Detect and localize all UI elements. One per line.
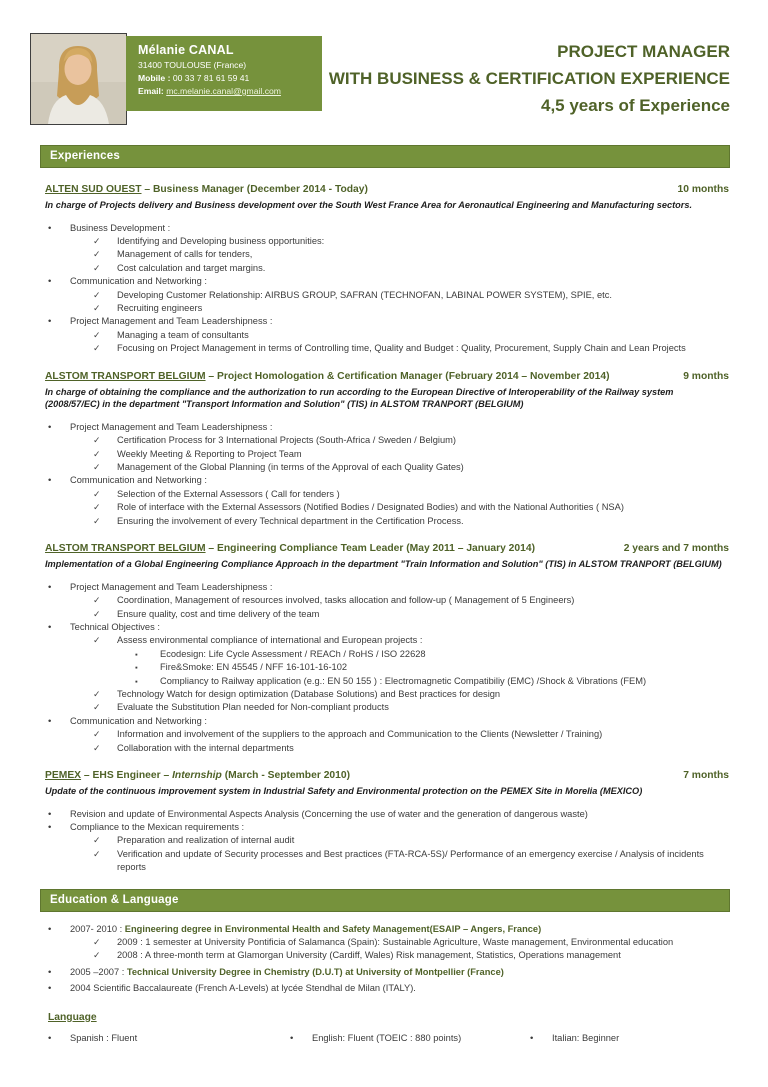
bullet-text: Ensure quality, cost and time delivery of the team (117, 608, 320, 619)
bullet-marker-icon: • (48, 821, 52, 833)
bullet-text: Revision and update of Environmental Aspects Analysis (Concerning the use of water and the generation of dangerous waste) (70, 808, 588, 819)
bullet-marker-icon: • (290, 1032, 294, 1044)
experience-bullets (45, 808, 729, 875)
bullet-marker-icon: ✓ (93, 937, 101, 947)
mobile-value: 00 33 7 81 61 59 41 (172, 73, 250, 83)
bullet-text: Project Management and Team Leadershipness : (70, 421, 273, 432)
bullet-item (45, 715, 729, 728)
bullet-marker-icon: ▪ (135, 663, 138, 673)
bullet-marker-icon: • (530, 1032, 534, 1044)
bullet-item (45, 474, 729, 487)
bullet-marker-icon: • (48, 316, 52, 328)
experience-role: – Engineering Compliance Team Leader (May 2011 – January 2014) (205, 543, 536, 555)
bullet-marker-icon: ▪ (135, 676, 138, 686)
bullet-text: Managing a team of consultants (117, 329, 249, 340)
education-section (45, 912, 729, 1045)
bullet-item (45, 608, 729, 621)
education-dates: 2005 –2007 : (70, 966, 127, 977)
job-title-block (329, 38, 730, 119)
bullet-marker-icon: • (48, 715, 52, 727)
education-dates: 2007- 2010 : (70, 923, 125, 934)
bullet-text: Weekly Meeting & Reporting to Project Team (117, 448, 302, 459)
experience-summary: In charge of obtaining the compliance and the authorization to run according to the European Directive of Interoperability of the Railway system (2008/57/EC) in the department "Transport Information and Solution" (TIS) in ALSTOM TRANPORT (BELGIUM) (45, 386, 674, 410)
bullet-text: Project Management and Team Leadershipness : (70, 316, 273, 327)
candidate-mobile (138, 73, 312, 83)
bullet-marker-icon: • (48, 421, 52, 433)
bullet-marker-icon: • (48, 923, 52, 935)
bullet-marker-icon: • (48, 983, 52, 995)
bullet-marker-icon: ✓ (93, 688, 101, 699)
bullet-item (45, 808, 729, 821)
profile-photo (30, 33, 127, 125)
experience-company: ALSTOM TRANSPORT BELGIUM (45, 370, 206, 382)
education-heading-row (45, 982, 729, 995)
bullet-item (45, 461, 729, 474)
bullet-marker-icon: • (48, 276, 52, 288)
experience-entry (45, 183, 729, 356)
bullet-marker-icon: ✓ (93, 329, 101, 340)
language-text: Spanish : Fluent (70, 1032, 138, 1043)
bullet-text: Verification and update of Security processes and Best practices (FTA-RCA-5S)/ Performance of an emergency exercise / Analysis of incidents reports (117, 848, 704, 873)
bullet-text: Business Development : (70, 222, 171, 233)
experience-role: Internship (172, 769, 222, 781)
bullet-item (45, 501, 729, 514)
bullet-item (45, 488, 729, 501)
bullet-text: Communication and Networking : (70, 475, 207, 486)
experience-bullets (45, 421, 729, 528)
bullet-text: Technology Watch for design optimization (Database Solutions) and Best practices for design (117, 688, 501, 699)
experience-list (45, 183, 729, 875)
bullet-text: Selection of the External Assessors ( Call for tenders ) (117, 488, 340, 499)
bullet-text: Certification Process for 3 International Projects (South-Africa / Sweden / Belgium) (117, 435, 456, 446)
bullet-item (45, 434, 729, 447)
bullet-marker-icon: • (48, 222, 52, 234)
bullet-item (45, 289, 729, 302)
education-degree: Technical University Degree in Chemistry (D.U.T) at University of Montpellier (France) (126, 966, 504, 977)
experience-duration: 9 months (683, 370, 729, 382)
bullet-marker-icon: • (48, 581, 52, 593)
bullet-item (45, 621, 729, 634)
bullet-marker-icon: ✓ (93, 950, 101, 961)
job-title-line-1: PROJECT MANAGER (557, 42, 730, 61)
bullet-text: Management of the Global Planning (in terms of the Approval of each Quality Gates) (117, 462, 464, 473)
bullet-marker-icon: • (48, 475, 52, 487)
bullet-marker-icon: ✓ (93, 343, 101, 354)
experience-role: (March - September 2010) (221, 769, 351, 781)
bullet-item (45, 594, 729, 607)
bullet-marker-icon: ✓ (93, 608, 101, 619)
bullet-text: Communication and Networking : (70, 715, 207, 726)
email-label: Email: (138, 86, 164, 96)
bullet-marker-icon: ✓ (93, 515, 101, 526)
experience-title (45, 769, 350, 783)
bullet-item (45, 329, 729, 342)
language-text: English: Fluent (TOEIC : 880 points) (312, 1032, 462, 1043)
education-list (45, 923, 729, 996)
bullet-marker-icon: ✓ (93, 249, 101, 260)
bullet-item (45, 848, 729, 875)
bullet-marker-icon: ✓ (93, 702, 101, 713)
experience-heading (45, 370, 729, 384)
experience-company: PEMEX (45, 769, 82, 781)
experience-title (45, 183, 368, 197)
bullet-marker-icon: ✓ (93, 848, 101, 859)
bullet-text: Evaluate the Substitution Plan needed for Non-compliant products (117, 702, 389, 713)
bullet-item (45, 448, 729, 461)
bullet-marker-icon: ✓ (93, 835, 101, 846)
bullet-marker-icon: ✓ (93, 742, 101, 753)
bullet-text: Focusing on Project Management in terms of Controlling time, Quality and Budget : Quality, Procurement, Supply Chain and Lean Projects (117, 343, 686, 354)
bullet-item (45, 949, 729, 962)
bullet-item (45, 315, 729, 328)
experience-duration: 10 months (677, 184, 729, 195)
bullet-marker-icon: ✓ (93, 303, 101, 314)
education-text (70, 966, 729, 979)
bullet-text: Coordination, Management of resources involved, tasks allocation and follow-up ( Management of 5 Engineers) (117, 595, 575, 606)
experience-role: – Project Homologation & Certification Manager (February 2014 – November 2014) (205, 370, 610, 382)
bullet-marker-icon: ✓ (93, 635, 101, 646)
resume-header (0, 0, 768, 145)
experience-role: – EHS Engineer – (81, 769, 173, 781)
bullet-text: Recruiting engineers (117, 303, 203, 314)
experience-title (45, 542, 535, 556)
bullet-text: Assess environmental compliance of international and European projects : (117, 635, 423, 646)
bullet-item (45, 634, 729, 647)
education-entry (45, 982, 729, 995)
bullet-text: Identifying and Developing business opportunities: (117, 236, 325, 246)
bullet-marker-icon: ✓ (93, 488, 101, 499)
experience-entry (45, 542, 729, 755)
bullet-marker-icon: ✓ (93, 435, 101, 446)
bullet-marker-icon: • (48, 1032, 52, 1044)
bullet-text: Fire&Smoke: EN 45545 / NFF 16-101-16-102 (160, 662, 348, 673)
candidate-name: Mélanie CANAL (138, 43, 234, 57)
languages-heading: Language (48, 1011, 97, 1023)
bullet-item (45, 222, 729, 235)
education-heading-row (45, 923, 729, 936)
bullet-text: Preparation and realization of internal audit (117, 835, 295, 846)
bullet-item (45, 302, 729, 315)
experience-heading (45, 183, 729, 197)
bullet-item (45, 834, 729, 847)
job-title-line-3: 4,5 years of Experience (540, 96, 730, 115)
experience-entry (45, 370, 729, 528)
section-header-experiences: Experiences (40, 145, 730, 168)
bullet-item (45, 235, 729, 248)
bullet-item (45, 661, 729, 674)
bullet-text: 2008 : A three-month term at Glamorgan University (Cardiff, Wales) Risk management, Statistics, Operations management (117, 950, 621, 961)
experience-bullets (45, 222, 729, 356)
bullet-text: Ecodesign: Life Cycle Assessment / REACh / RoHS / ISO 22628 (160, 648, 426, 659)
experience-company: ALSTOM TRANSPORT BELGIUM (45, 543, 206, 555)
bullet-item (45, 648, 729, 661)
bullet-item (45, 581, 729, 594)
experiences-section (45, 168, 729, 875)
bullet-item (45, 936, 729, 949)
education-degree: Engineering degree in Environmental Health and Safety Management(ESAIP – Angers, France) (124, 923, 542, 934)
contact-card (126, 36, 322, 111)
bullet-item (45, 821, 729, 834)
bullet-text: Compliance to the Mexican requirements : (70, 821, 245, 832)
bullet-marker-icon: ✓ (93, 262, 101, 273)
bullet-marker-icon: ▪ (135, 649, 138, 659)
email-value[interactable]: mc.melanie.canal@gmail.com (166, 86, 281, 96)
bullet-item (45, 248, 729, 261)
experience-heading (45, 769, 729, 783)
bullet-marker-icon: ✓ (93, 289, 101, 300)
bullet-marker-icon: ✓ (93, 462, 101, 473)
bullet-item (45, 421, 729, 434)
bullet-marker-icon: • (48, 621, 52, 633)
bullet-text: 2009 : 1 semester at University Pontificia of Salamanca (Spain): Sustainable Agriculture, Waste management, Environmental education (117, 937, 674, 947)
experience-title (45, 370, 610, 384)
bullet-item (45, 675, 729, 688)
language-text: Italian: Beginner (552, 1032, 620, 1043)
education-text (70, 923, 729, 936)
bullet-marker-icon: ✓ (93, 236, 101, 246)
experience-bullets (45, 581, 729, 755)
bullet-marker-icon: ✓ (93, 502, 101, 513)
bullet-marker-icon: • (48, 808, 52, 820)
mobile-label: Mobile : (138, 73, 171, 83)
bullet-marker-icon: • (48, 966, 52, 978)
bullet-text: Information and involvement of the suppliers to the approach and Communication to the Clients (Newsletter / Training) (117, 729, 603, 740)
bullet-text: Ensuring the involvement of every Technical department in the Certification Process. (117, 515, 464, 526)
experience-company: ALTEN SUD OUEST (45, 184, 142, 195)
language-item (287, 1032, 527, 1045)
bullet-text: Communication and Networking : (70, 276, 207, 287)
education-entry (45, 923, 729, 963)
bullet-text: Compliancy to Railway application (e.g.: EN 50 155 ) : Electromagnetic Compatibiliy (EMC) /Shock & Vibrations (FEM) (160, 675, 647, 686)
bullet-item (45, 262, 729, 275)
experience-heading (45, 542, 729, 556)
education-entry (45, 966, 729, 979)
education-dates: 2004 (70, 983, 94, 994)
experience-summary: In charge of Projects delivery and Business development over the South West France Area for Aeronautical Engineering and Manufacturing sectors. (45, 200, 693, 210)
bullet-item (45, 742, 729, 755)
bullet-text: Technical Objectives : (70, 621, 160, 632)
language-list (45, 1032, 729, 1045)
education-heading-row (45, 966, 729, 979)
portrait-illustration (31, 34, 126, 124)
bullet-text: Role of interface with the External Assessors (Notified Bodies / Designated Bodies) and with the National Authorities ( NSA) (117, 502, 624, 513)
bullet-item (45, 688, 729, 701)
bullet-item (45, 701, 729, 714)
education-text (70, 982, 729, 995)
bullet-item (45, 275, 729, 288)
language-item (527, 1032, 729, 1045)
experience-duration: 2 years and 7 months (623, 543, 729, 555)
candidate-email (138, 86, 312, 96)
section-header-education: Education & Language (40, 889, 730, 912)
experience-summary: Update of the continuous improvement system in Industrial Safety and Environmental protection on the PEMEX Site in Morelia (MEXICO) (45, 785, 643, 796)
experience-summary: Implementation of a Global Engineering Compliance Approach in the department "Train Information and Solution" (TIS) in ALSTOM TRANPORT (BELGIUM) (45, 559, 722, 570)
experience-entry (45, 769, 729, 875)
bullet-item (45, 728, 729, 741)
bullet-text: Project Management and Team Leadershipness : (70, 581, 273, 592)
bullet-marker-icon: ✓ (93, 448, 101, 459)
bullet-marker-icon: ✓ (93, 595, 101, 606)
bullet-text: Management of calls for tenders, (117, 249, 253, 260)
bullet-text: Developing Customer Relationship: AIRBUS GROUP, SAFRAN (TECHNOFAN, LABINAL POWER SYSTEM), SPIE, etc. (117, 289, 612, 300)
education-detail: Scientific Baccalaureate (French A-Levels) at lycée Stendhal de Milan (ITALY). (93, 983, 416, 994)
bullet-text: Cost calculation and target margins. (117, 262, 266, 273)
bullet-item (45, 342, 729, 355)
candidate-address: 31400 TOULOUSE (France) (138, 60, 247, 70)
job-title-line-2: WITH BUSINESS & CERTIFICATION EXPERIENCE (328, 69, 730, 88)
language-item (45, 1032, 287, 1045)
bullet-item (45, 515, 729, 528)
bullet-marker-icon: ✓ (93, 729, 101, 740)
bullet-text: Collaboration with the internal departments (117, 742, 294, 753)
experience-role: – Business Manager (December 2014 - Today) (141, 184, 368, 195)
experience-duration: 7 months (683, 769, 729, 781)
